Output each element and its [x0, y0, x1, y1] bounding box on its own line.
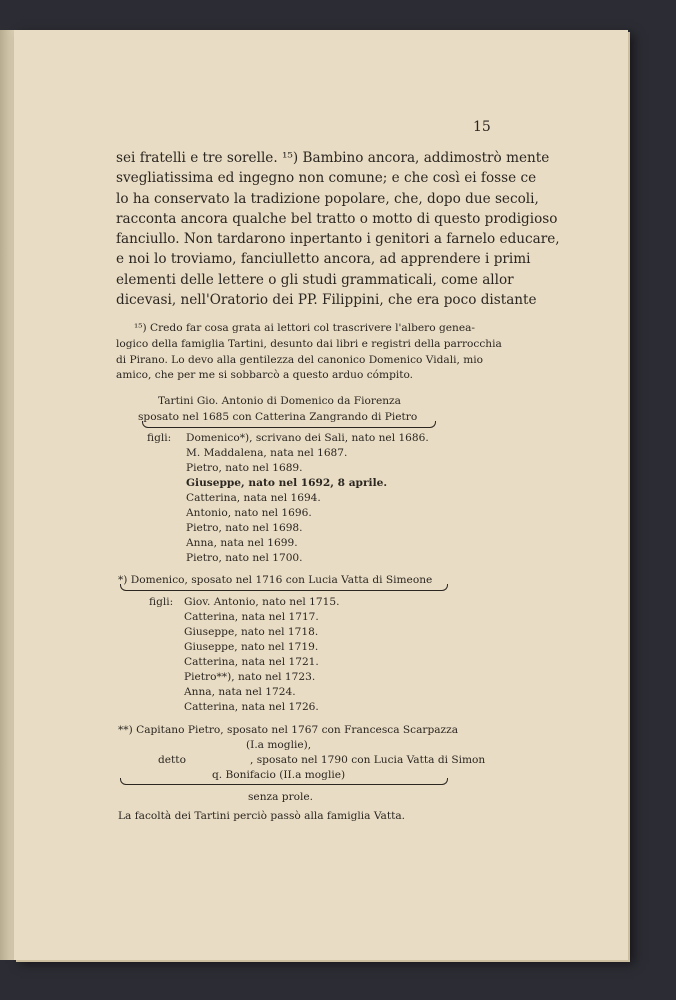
- tree2-marriage-line: *) Domenico, sposato nel 1716 con Lucia Vatta di Simeone: [118, 574, 433, 586]
- tree1-child: Domenico*), scrivano dei Sali, nato nel 1686.: [186, 432, 429, 444]
- footnote-line: di Pirano. Lo devo alla gentilezza del canonico Domenico Vidali, mio: [116, 354, 484, 366]
- tree1-child: Antonio, nato nel 1696.: [186, 507, 312, 519]
- tree1-child: Pietro, nato nel 1689.: [186, 462, 303, 474]
- tree2-figli-label: figli:: [149, 596, 174, 608]
- tree1-child: Catterina, nata nel 1694.: [186, 492, 321, 504]
- tree1-brace: [142, 421, 436, 428]
- body-line: racconta ancora qualche bel tratto o motto di questo prodigioso: [116, 211, 558, 227]
- tree3-brace: [120, 778, 448, 785]
- body-line: sei fratelli e tre sorelle. ¹⁵) Bambino ancora, addimostrò mente: [116, 150, 550, 166]
- tree1-parent-line: Tartini Gio. Antonio di Domenico da Fiorenza: [158, 395, 401, 407]
- footnote-line: ¹⁵) Credo far cosa grata ai lettori col trascrivere l'albero genea-: [134, 322, 475, 334]
- tree2-child: Giuseppe, nato nel 1719.: [184, 641, 319, 653]
- body-line: svegliatissima ed ingegno non comune; e che così ei fosse ce: [116, 170, 537, 186]
- tree3-detto-label: detto: [158, 754, 186, 766]
- tree2-child: Catterina, nata nel 1717.: [184, 611, 319, 623]
- body-line: e noi lo troviamo, fanciulletto ancora, ad apprendere i primi: [116, 251, 531, 267]
- body-line: fanciullo. Non tardarono inpertanto i genitori a farnelo educare,: [116, 231, 560, 247]
- tree1-marriage-line: sposato nel 1685 con Catterina Zangrando di Pietro: [138, 411, 418, 423]
- tree3-result: senza prole.: [248, 791, 314, 803]
- tree2-child: Anna, nata nel 1724.: [184, 686, 296, 698]
- page-number: 15: [473, 119, 491, 135]
- tree2-child: Catterina, nata nel 1721.: [184, 656, 319, 668]
- tree2-child: Giov. Antonio, nato nel 1715.: [184, 596, 340, 608]
- tree1-figli-label: figli:: [147, 432, 172, 444]
- closing-line: La facoltà dei Tartini perciò passò alla famiglia Vatta.: [118, 810, 406, 822]
- tree2-child: Pietro**), nato nel 1723.: [184, 671, 316, 683]
- body-line: dicevasi, nell'Oratorio dei PP. Filippini, che era poco distante: [116, 292, 537, 308]
- body-line: lo ha conservato la tradizione popolare, che, dopo due secoli,: [116, 191, 539, 207]
- footnote-line: amico, che per me si sobbarcò a questo arduo cómpito.: [116, 369, 414, 381]
- tree2-brace: [120, 584, 448, 591]
- tree1-child: Pietro, nato nel 1700.: [186, 552, 303, 564]
- footnote-line: logico della famiglia Tartini, desunto dai libri e registri della parrocchia: [116, 338, 502, 350]
- tree3-second-marriage-line: , sposato nel 1790 con Lucia Vatta di Simon: [250, 754, 486, 766]
- tree2-child: Catterina, nata nel 1726.: [184, 701, 319, 713]
- tree3-second-wife-note: q. Bonifacio (II.a moglie): [212, 769, 346, 781]
- tree1-child: Giuseppe, nato nel 1692, 8 aprile.: [186, 477, 388, 489]
- tree1-child: M. Maddalena, nata nel 1687.: [186, 447, 348, 459]
- tree1-child: Anna, nata nel 1699.: [186, 537, 298, 549]
- tree2-child: Giuseppe, nato nel 1718.: [184, 626, 319, 638]
- tree3-marriage-line: **) Capitano Pietro, sposato nel 1767 con Francesca Scarpazza: [118, 724, 459, 736]
- body-line: elementi delle lettere o gli studi grammaticali, come allor: [116, 272, 514, 288]
- tree1-child: Pietro, nato nel 1698.: [186, 522, 303, 534]
- tree3-first-wife-note: (I.a moglie),: [246, 739, 312, 751]
